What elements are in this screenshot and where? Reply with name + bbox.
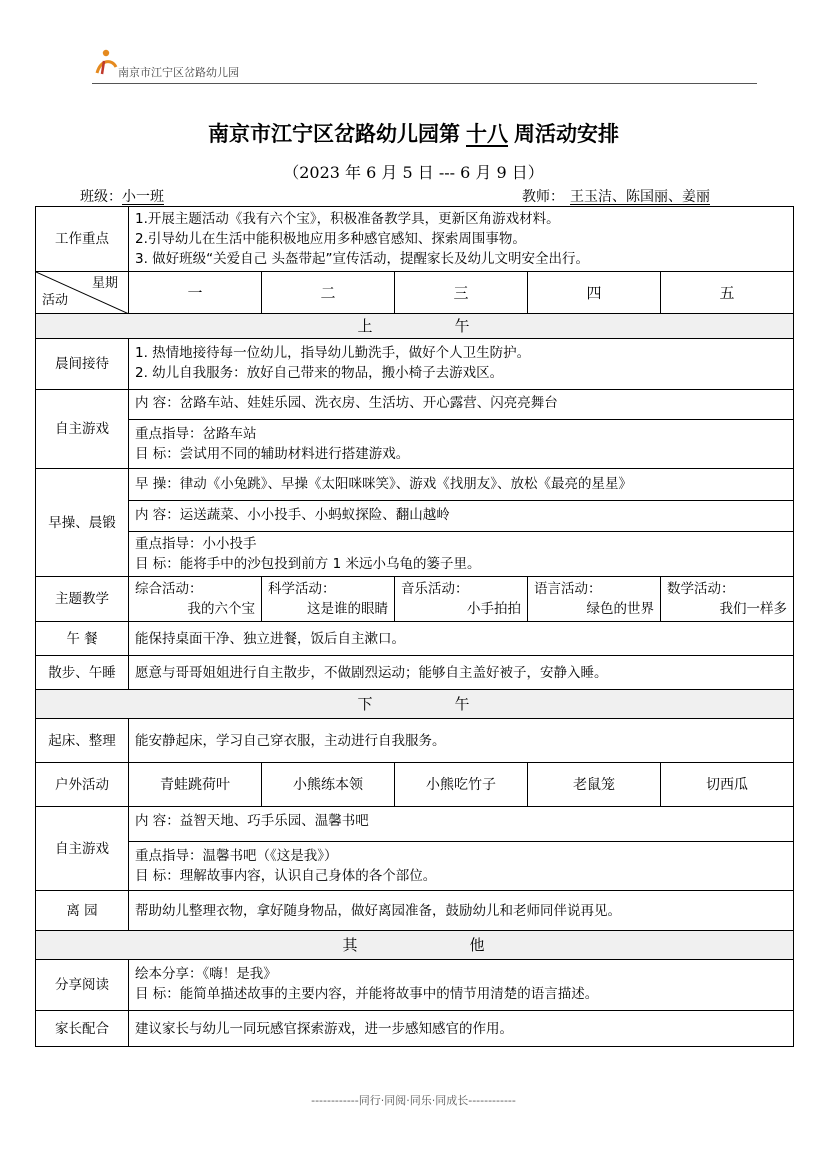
topic-item: 语言活动： 绿色的世界 (528, 577, 661, 622)
day-wednesday: 三 (395, 272, 528, 314)
diag-bottom-label: 活动 (42, 293, 69, 308)
weekday-header-row (36, 272, 794, 314)
reception-row (36, 339, 794, 390)
walk-nap-row (36, 656, 794, 690)
leave-label: 离 园 (36, 891, 129, 931)
exercise-content: 早 操：律动《小兔跳》、早操《太阳咪咪笑》、游戏《找朋友》、放松《最亮的星星》 内 容：运送蔬菜、小小投手、小蚂蚁探险、翻山越岭 重点指导：小小投手 目 标：能将手中的沙包投到前方 1 米远小乌龟的篓子里。 (129, 469, 794, 577)
lunch-label: 午 餐 (36, 622, 129, 656)
reading-content: 绘本分享：《嗨！是我》 目 标：能简单描述故事的主要内容，并能将故事中的情节用清楚的语言描述。 (129, 960, 794, 1011)
free-play-pm-label: 自主游戏 (36, 807, 129, 891)
lunch-row (36, 622, 794, 656)
free-play-pm-row (36, 807, 794, 891)
class-info (80, 186, 186, 206)
free-play-pm-content: 内 容：益智天地、巧手乐园、温馨书吧 重点指导：温馨书吧（《这是我》） 目 标：理解故事内容，认识自己身体的各个部位。 (129, 807, 794, 891)
schedule-table (35, 206, 794, 1047)
outdoor-item: 小熊吃竹子 (395, 763, 528, 807)
focus-label: 工作重点 (36, 207, 129, 272)
focus-line: 2.引导幼儿在生活中能积极地应用多种感官感知、探索周围事物。 (135, 231, 526, 247)
walk-nap-label: 散步、午睡 (36, 656, 129, 690)
reading-label: 分享阅读 (36, 960, 129, 1011)
title-prefix: 南京市江宁区岔路幼儿园第 (208, 121, 460, 146)
topic-row (36, 577, 794, 622)
outdoor-item: 青蛙跳荷叶 (129, 763, 262, 807)
topic-label: 主题教学 (36, 577, 129, 622)
parents-row (36, 1011, 794, 1047)
reading-row (36, 960, 794, 1011)
teacher-label: 教师： (522, 189, 564, 205)
leave-row (36, 891, 794, 931)
title-suffix: 周活动安排 (514, 121, 619, 146)
diag-top-label: 星期 (91, 276, 118, 291)
wakeup-content: 能安静起床，学习自己穿衣服，主动进行自我服务。 (129, 719, 794, 763)
leave-content: 帮助幼儿整理衣物，拿好随身物品，做好离园准备，鼓励幼儿和老师同伴说再见。 (129, 891, 794, 931)
header-org-name: 南京市江宁区岔路幼儿园 (118, 66, 239, 79)
free-play-am-label: 自主游戏 (36, 390, 129, 469)
focus-line: 1.开展主题活动《我有六个宝》，积极准备教学具，更新区角游戏材料。 (135, 211, 560, 227)
outdoor-label: 户外活动 (36, 763, 129, 807)
topic-item: 数学活动： 我们一样多 (661, 577, 794, 622)
kindergarten-logo-icon (92, 47, 120, 77)
walk-nap-content: 愿意与哥哥姐姐进行自主散步，不做剧烈运动；能够自主盖好被子，安静入睡。 (129, 656, 794, 690)
outdoor-item: 小熊练本领 (262, 763, 395, 807)
topic-item: 科学活动： 这是谁的眼睛 (262, 577, 395, 622)
afternoon-section-row (36, 690, 794, 719)
class-label: 班级： (80, 189, 122, 205)
other-section-title: 其 他 (36, 931, 794, 960)
morning-section-row (36, 314, 794, 339)
topic-item: 综合活动： 我的六个宝 (129, 577, 262, 622)
other-section-row (36, 931, 794, 960)
exercise-row (36, 469, 794, 577)
parents-label: 家长配合 (36, 1011, 129, 1047)
outdoor-row (36, 763, 794, 807)
reception-label: 晨间接待 (36, 339, 129, 390)
teacher-info (522, 186, 710, 206)
free-play-am-content: 内 容：岔路车站、娃娃乐园、洗衣房、生活坊、开心露营、闪亮亮舞台 重点指导：岔路车站 目 标：尝试用不同的辅助材料进行搭建游戏。 (129, 390, 794, 469)
header-divider (92, 83, 757, 84)
focus-row (36, 207, 794, 272)
lunch-content: 能保持桌面干净、独立进餐，饭后自主漱口。 (129, 622, 794, 656)
day-tuesday: 二 (262, 272, 395, 314)
class-value: 小一班 (122, 189, 164, 205)
wakeup-row (36, 719, 794, 763)
footer-slogan: ------------同行·同阅·同乐·同成长------------ (311, 1094, 516, 1107)
morning-section-title: 上 午 (36, 314, 794, 339)
day-monday: 一 (129, 272, 262, 314)
exercise-label: 早操、晨锻 (36, 469, 129, 577)
focus-line: 3. 做好班级“关爱自己 头盔带起”宣传活动，提醒家长及幼儿文明安全出行。 (135, 251, 589, 267)
free-play-am-row (36, 390, 794, 469)
teacher-value: 王玉洁、陈国丽、姜丽 (570, 189, 710, 205)
diagonal-header-cell (36, 272, 129, 314)
page-title (0, 118, 827, 148)
wakeup-label: 起床、整理 (36, 719, 129, 763)
day-thursday: 四 (528, 272, 661, 314)
outdoor-item: 切西瓜 (661, 763, 794, 807)
topic-item: 音乐活动： 小手拍拍 (395, 577, 528, 622)
outdoor-item: 老鼠笼 (528, 763, 661, 807)
date-range: （2023 年 6 月 5 日 --- 6 月 9 日） (283, 163, 544, 182)
reception-content: 1. 热情地接待每一位幼儿，指导幼儿勤洗手，做好个人卫生防护。 2. 幼儿自我服务：放好自己带来的物品，搬小椅子去游戏区。 (129, 339, 794, 390)
focus-content (129, 207, 794, 272)
parents-content: 建议家长与幼儿一同玩感官探索游戏，进一步感知感官的作用。 (129, 1011, 794, 1047)
day-friday: 五 (661, 272, 794, 314)
title-week: 十八 (466, 121, 508, 146)
afternoon-section-title: 下 午 (36, 690, 794, 719)
